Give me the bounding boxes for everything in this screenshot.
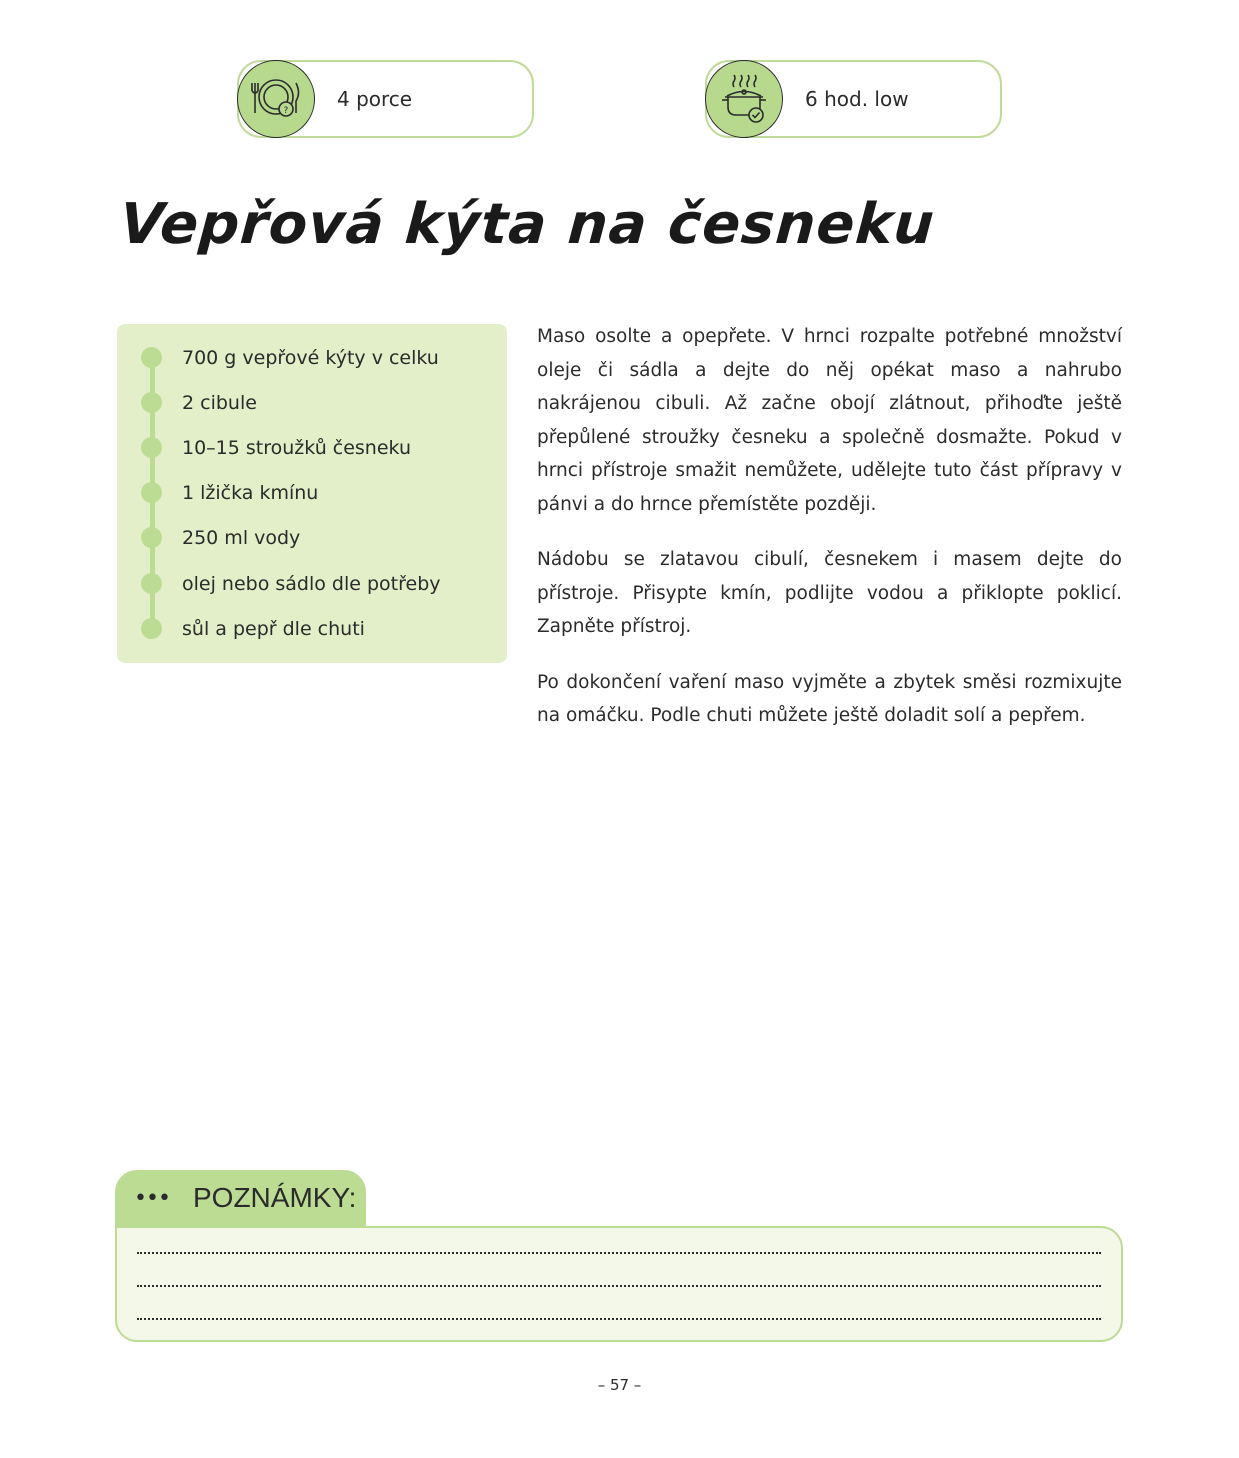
notes-area[interactable]	[115, 1226, 1123, 1342]
notes-dotted-line	[137, 1252, 1101, 1254]
bullet-dot-icon	[141, 527, 162, 548]
cook-time-text: 6 hod. low	[805, 87, 909, 111]
recipe-title: Vepřová kýta na česneku	[117, 192, 937, 257]
bullet-dot-icon	[141, 482, 162, 503]
notes-dotted-line	[137, 1285, 1101, 1287]
bullet-dot-icon	[141, 573, 162, 594]
notes-dotted-line	[137, 1318, 1101, 1320]
servings-text: 4 porce	[337, 87, 413, 111]
instructions	[537, 320, 1122, 755]
cook-time-pill	[705, 60, 1002, 138]
plate-cutlery-icon	[237, 60, 315, 138]
dots-icon: •••	[134, 1186, 170, 1211]
page-number: – 57 –	[597, 1376, 642, 1394]
bullet-dot-icon	[141, 392, 162, 413]
notes-label: POZNÁMKY:	[193, 1182, 357, 1213]
instruction-paragraph: Maso osolte a opepřete. V hrnci rozpalte potřebné množství oleje či sádla a dejte do něj opékat maso a nahrubo nakrájenou cibuli. Až začne obojí zlátnout, přihoďte ještě přepůlené stroužky česneku a společně dosmažte. Pokud v hrnci přístroje smažit nemůžete, udělejte tuto část přípravy v pánvi a do hrnce přemístěte později.	[537, 326, 1122, 515]
bullet-dot-icon	[141, 347, 162, 368]
instruction-paragraph: Po dokončení vaření maso vyjměte a zbytek směsi rozmixujte na omáčku. Podle chuti můžete ještě doladit solí a pepřem.	[537, 671, 1122, 726]
ingredients-box: 700 g vepřové kýty v celku 2 cibule 10–15 stroužků česneku 1 lžička kmínu 250 ml vody olej nebo sádlo dle potřeby sůl a pepř dle chuti	[117, 324, 507, 663]
bullet-dot-icon	[141, 437, 162, 458]
bullet-dot-icon	[141, 618, 162, 639]
servings-pill	[237, 60, 534, 138]
svg-text:?: ?	[283, 106, 289, 116]
slow-cooker-icon	[705, 60, 783, 138]
notes-header	[115, 1170, 366, 1228]
instruction-paragraph: Nádobu se zlatavou cibulí, česnekem i masem dejte do přístroje. Přisypte kmín, podlijte vodou a přiklopte poklicí. Zapněte přístroj.	[537, 549, 1122, 637]
